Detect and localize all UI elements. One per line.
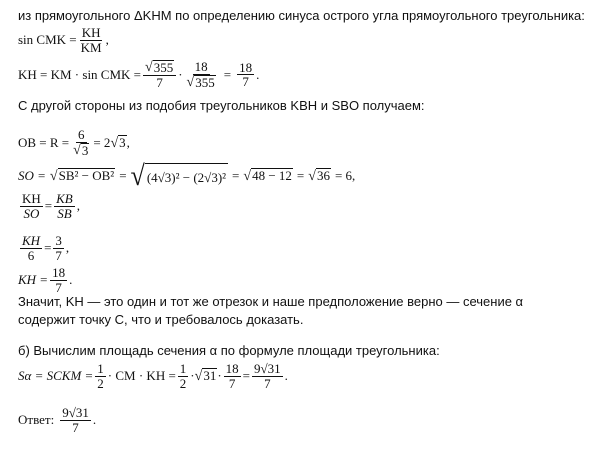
kh-f1-num: 355 xyxy=(153,60,174,75)
area-half2-num: 1 xyxy=(179,361,187,376)
area-half-num: 1 xyxy=(97,361,104,376)
so-sqrt-1: √ SB² − OB² xyxy=(49,168,115,184)
kh-fraction-1 xyxy=(143,60,176,90)
area-f-den: 7 xyxy=(228,375,236,391)
sin-lhs: sin CMK = xyxy=(18,32,77,48)
kh-f1-den: 7 xyxy=(156,75,163,91)
kh-dot: · xyxy=(178,66,183,82)
kh-formula xyxy=(18,60,259,90)
area-sqrt: 31 xyxy=(203,368,217,384)
answer-fraction xyxy=(60,406,91,434)
ratio-2 xyxy=(18,234,69,262)
kh-f2-num: 18 xyxy=(194,59,208,74)
r1-r-num: KB xyxy=(56,191,73,206)
area-mid1: · CM · KH = xyxy=(107,368,176,384)
so-rest3: = 6, xyxy=(334,168,356,183)
r2-eq: = xyxy=(44,240,52,256)
ob-num: 6 xyxy=(78,127,85,142)
ob-den: 3 xyxy=(81,142,89,158)
r2-l-den: 6 xyxy=(27,247,35,263)
area-res-den: 7 xyxy=(264,375,271,391)
area-formula xyxy=(18,362,288,390)
conclusion-line-1 xyxy=(18,294,523,309)
ratio-1 xyxy=(18,192,80,220)
so-sqrt3: 36 xyxy=(316,168,330,184)
area-result-fraction xyxy=(252,362,283,390)
answer-tail: . xyxy=(92,412,97,428)
conclusion-text-2: содержит точку C, что и требовалось доказать. xyxy=(18,312,304,327)
area-lhs: Sα = SCKM = xyxy=(18,368,94,384)
sin-fraction xyxy=(79,26,104,54)
sqrt-3: √ 3 xyxy=(110,135,126,151)
sqrt-31: √ 31 xyxy=(194,368,217,384)
kh-res-den: 7 xyxy=(242,74,249,90)
r1-l-num: KH xyxy=(22,191,41,206)
kh-fraction-2 xyxy=(185,60,218,90)
sin-frac-den: KM xyxy=(80,39,102,55)
area-fraction xyxy=(224,362,241,390)
r1-eq: = xyxy=(44,198,53,214)
r1-l-den: SO xyxy=(23,205,40,221)
sqrt-3-den: √ 3 xyxy=(73,142,89,158)
area-res-num: 9√31 xyxy=(254,361,281,376)
so-sqrt2: 48 − 12 xyxy=(252,168,292,184)
r1-left-fraction xyxy=(20,192,43,220)
r1-tail: , xyxy=(76,198,80,214)
r2-right-fraction xyxy=(53,234,64,262)
kh-eq: = xyxy=(223,66,232,82)
sin-formula xyxy=(18,26,109,54)
conclusion-line-2 xyxy=(18,312,303,327)
so-sqrt-2: √ 48 − 12 xyxy=(243,168,292,184)
sqrt-355-b: √ 355 xyxy=(186,74,215,90)
ob-sqrt: 3 xyxy=(119,135,126,151)
area-eq: = xyxy=(242,368,251,384)
answer-den: 7 xyxy=(72,419,79,435)
answer-label: Ответ: xyxy=(18,412,55,428)
so-sqrt-3: √ 36 xyxy=(308,168,330,184)
r2-l-num: KH xyxy=(22,233,41,248)
kh-lhs: KH = KM · sin CMK = xyxy=(18,66,142,82)
so-lhs: SO = xyxy=(18,168,46,183)
answer-num: 9√31 xyxy=(62,405,89,420)
similarity-line xyxy=(18,98,425,113)
r3-tail: . xyxy=(69,272,73,288)
area-half-1 xyxy=(95,362,106,390)
r3-num: 18 xyxy=(52,265,66,280)
intro-line xyxy=(18,8,585,23)
r3-fraction xyxy=(50,266,67,294)
so-eq1: = xyxy=(119,168,127,183)
so-rest2: = xyxy=(296,168,305,183)
area-f-num: 18 xyxy=(225,361,239,376)
area-dot: · xyxy=(190,368,195,384)
so-rest1: = xyxy=(232,168,240,183)
ob-tail: , xyxy=(126,134,130,150)
similarity-text: С другой стороны из подобия треугольников KBH и SBO получаем: xyxy=(18,98,425,113)
ob-formula xyxy=(18,128,130,158)
conclusion-text-1: Значит, KH — это один и тот же отрезок и наше предположение верно — сечение α xyxy=(18,294,524,309)
r2-r-den: 7 xyxy=(55,247,62,263)
so-big-arg: (4√3)² − (2√3)² xyxy=(145,163,228,189)
r2-left-fraction xyxy=(20,234,42,262)
area-half-2 xyxy=(178,362,189,390)
kh-res-num: 18 xyxy=(239,59,253,75)
ob-mid: = 2 xyxy=(93,134,111,150)
area-dot2: · xyxy=(217,368,222,384)
area-half2-den: 2 xyxy=(179,375,187,391)
intro-text: из прямоугольного ΔKHM по определению синуса острого угла прямоугольного треугольника: xyxy=(18,8,585,23)
area-half-den: 2 xyxy=(97,375,104,391)
r3-den: 7 xyxy=(55,279,62,295)
ob-fraction xyxy=(71,128,91,158)
part-b-text: б) Вычислим площадь сечения α по формуле площади треугольника: xyxy=(18,343,440,358)
ob-lhs: OB = R = xyxy=(18,134,70,150)
kh-tail: . xyxy=(256,66,260,82)
kh-result-line xyxy=(18,266,72,294)
so-formula xyxy=(18,159,356,192)
r3-lhs: KH = xyxy=(18,272,49,288)
so-sqrt-arg: SB² − OB² xyxy=(58,168,115,184)
sin-frac-num: KH xyxy=(81,25,101,40)
kh-result-fraction xyxy=(237,61,254,89)
so-big-sqrt: √ (4√3)² − (2√3)² xyxy=(130,159,227,192)
sin-tail: , xyxy=(105,32,109,48)
part-b-line xyxy=(18,343,440,358)
r2-r-num: 3 xyxy=(55,233,62,248)
answer-line xyxy=(18,406,96,434)
r2-tail: , xyxy=(65,240,70,256)
r1-r-den: SB xyxy=(57,205,72,221)
r1-right-fraction xyxy=(54,192,75,220)
area-tail: . xyxy=(284,368,288,384)
sqrt-355-a: √ 355 xyxy=(145,60,174,76)
kh-f2-den: 355 xyxy=(195,74,215,90)
